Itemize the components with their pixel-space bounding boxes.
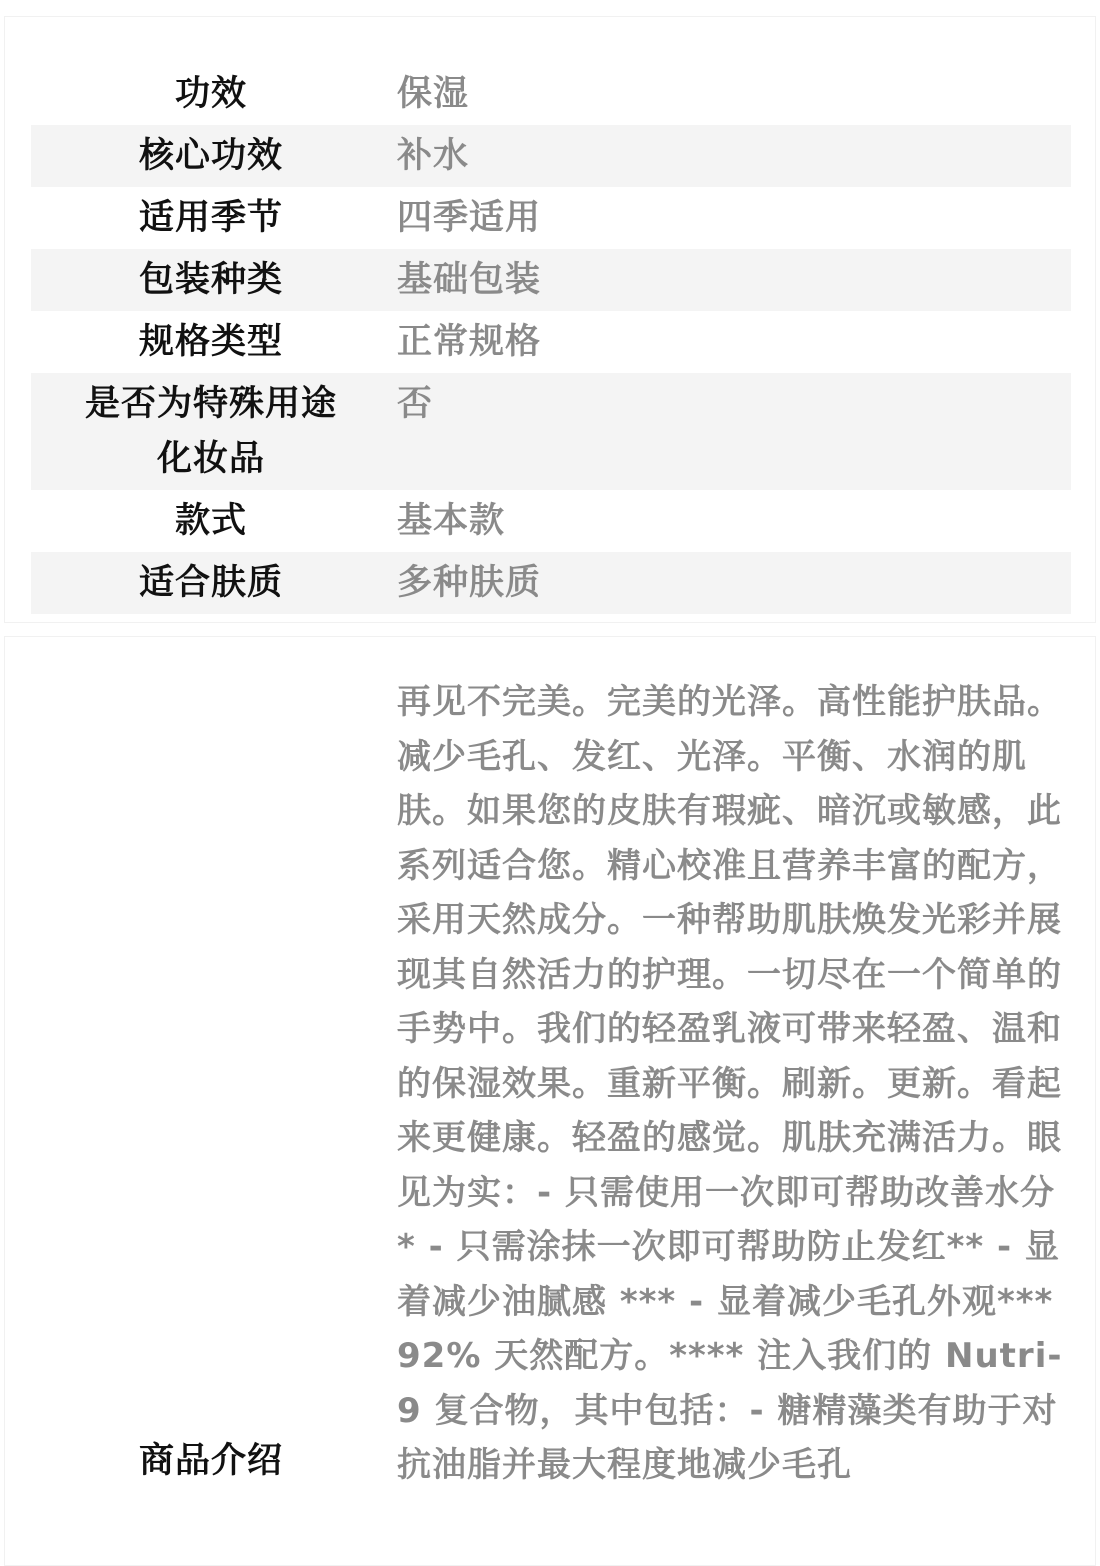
spec-label: 核心功效 (138, 136, 283, 176)
spec-label: 是否为特殊用途 化妆品 (84, 384, 337, 479)
product-intro-text: 再见不完美。完美的光泽。高性能护肤品。减少毛孔、发红、光泽。平衡、水润的肌肤。如果您的皮肤有瑕疵、暗沉或敏感，此系列适合您。精心校准且营养丰富的配方，采用天然成分。一种帮助肌肤焕发光彩并展现其自然活力的护理。一切尽在一个简单的手势中。我们的轻盈乳液可带来轻盈、温和的保湿效果。重新平衡。刷新。更新。看起来更健康。轻盈的感觉。肌肤充满活力。眼见为实：- 只需使用一次即可帮助改善水分* - 只需涂抹一次即可帮助防止发红** - 显着减少油腻感 *** - 显着减少毛孔外观*** 92% 天然配方。**** 注入我们的 Nutri- 9 复合物，其中包括：- 糖精藻类有助于对抗油脂并最大程度地减少毛孔 (397, 682, 1063, 1485)
spec-value: 补水 (397, 136, 470, 176)
spec-row-style (31, 490, 1071, 552)
spec-value: 多种肤质 (397, 563, 542, 603)
spec-label: 包装种类 (138, 260, 283, 300)
spec-label: 适合肤质 (138, 563, 283, 603)
spec-value: 保湿 (397, 74, 470, 114)
spec-row-special-use (31, 373, 1071, 490)
spec-label: 适用季节 (138, 198, 283, 238)
spec-row-size-type (31, 311, 1071, 373)
spec-value: 基础包装 (397, 260, 542, 300)
spec-value: 正常规格 (397, 322, 542, 362)
product-intro-label: 商品介绍 (138, 1441, 283, 1481)
spec-value: 否 (397, 384, 434, 424)
spec-row-season (31, 187, 1071, 249)
product-intro-row (31, 675, 1071, 1493)
spec-label: 功效 (174, 74, 247, 114)
spec-table (31, 63, 1071, 614)
spec-table-card (4, 16, 1096, 623)
spec-row-efficacy (31, 63, 1071, 125)
spec-value: 基本款 (397, 501, 506, 541)
spec-row-packaging (31, 249, 1071, 311)
spec-label: 规格类型 (138, 322, 283, 362)
product-intro-card (4, 636, 1096, 1566)
spec-label: 款式 (174, 501, 247, 541)
spec-row-core-efficacy (31, 125, 1071, 187)
spec-value: 四季适用 (397, 198, 542, 238)
spec-row-skin-type (31, 552, 1071, 614)
